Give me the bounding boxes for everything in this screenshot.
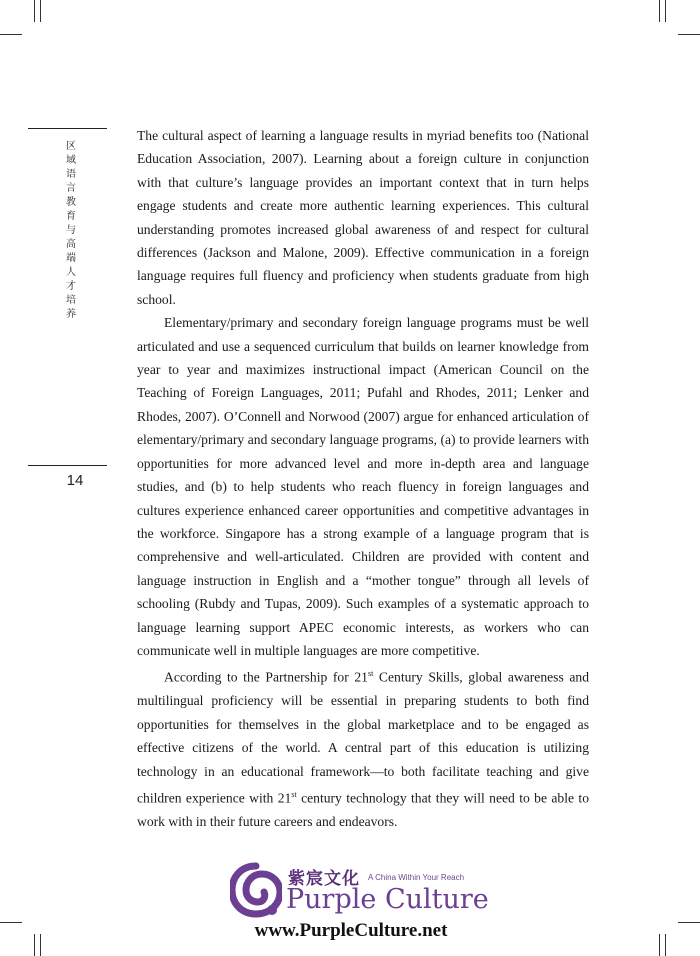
crop-mark <box>34 0 35 22</box>
watermark-tagline: A China Within Your Reach <box>368 873 465 882</box>
crop-mark <box>0 922 22 923</box>
sidebar-top-rule <box>28 128 107 129</box>
crop-mark <box>659 0 660 22</box>
crop-mark <box>659 934 660 956</box>
paragraph-1: The cultural aspect of learning a language results in myriad benefits too (National Education Association, 2007). Learning about a foreign culture in conjunction with that culture’s language provides an important context that in turn helps engage students and create more authentic learning experiences. This cultural understanding promotes increased global awareness of and respect for cultural differences (Jackson and Malone, 2009). Effective communication in a foreign language requires full fluency and proficiency when students graduate from high school. <box>137 128 589 307</box>
crop-mark <box>40 934 41 956</box>
sidebar-mid-rule <box>28 465 107 466</box>
crop-mark <box>678 34 700 35</box>
watermark-chinese-name: 紫宸文化 <box>288 869 360 889</box>
body-text <box>137 124 589 833</box>
watermark-url: www.PurpleCulture.net <box>254 920 448 941</box>
watermark-brand: Purple Culture <box>286 884 489 915</box>
crop-mark <box>665 0 666 22</box>
crop-mark <box>34 934 35 956</box>
running-title: 区域语言教育与高端人才培养 <box>66 141 76 320</box>
crop-mark <box>665 934 666 956</box>
page-number: 14 <box>66 472 84 489</box>
paragraph-3: According to the Partnership for 21st Century Skills, global awareness and multilingual proficiency will be essential in preparing students to both find opportunities for themselves in the global marketplace and to be engaged as effective citizens of the world. A central part of this education is utilizing technology in an educational framework—to both facilitate teaching and give children experience with 21st century technology that they will need to be able to work with in their future careers and endeavors. <box>137 669 589 829</box>
crop-mark <box>678 922 700 923</box>
crop-mark <box>0 34 22 35</box>
purple-culture-logo-icon <box>230 862 282 918</box>
crop-mark <box>40 0 41 22</box>
paragraph-2: Elementary/primary and secondary foreign language programs must be well articulated and use a sequenced curriculum that builds on learner knowledge from year to year and maximizes instructional impact (American Council on the Teaching of Foreign Languages, 2011; Pufahl and Rhodes, 2011; Lenker and Rhodes, 2007). O’Connell and Norwood (2007) argue for enhanced articulation of elementary/primary and secondary language programs, (a) to provide learners with opportunities for more advanced level and more in-depth area and language studies, and (b) to help students who reach fluency in foreign languages and cultures experience enhanced career opportunities and competitive advantages in the workforce. Singapore has a strong example of a language program that is comprehensive and well-articulated. Children are provided with content and language instruction in English and a “mother tongue” through all levels of schooling (Rubdy and Tupas, 2009). Such examples of a systematic approach to language learning support APEC economic interests, as workers who can communicate well in multiple languages are more competitive. <box>137 315 589 658</box>
